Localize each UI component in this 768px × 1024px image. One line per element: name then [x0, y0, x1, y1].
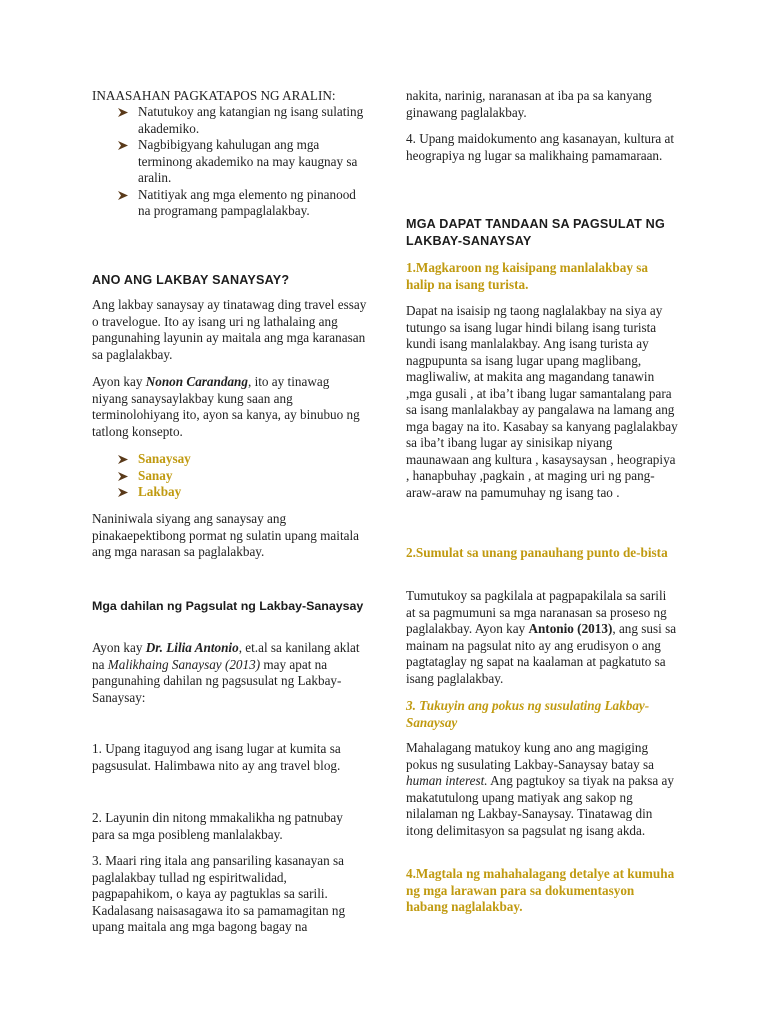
- list-item: Natitiyak ang mga elemento ng pinanood na programang pampaglalakbay.: [118, 187, 370, 220]
- author-name: Dr. Lilia Antonio: [145, 640, 239, 655]
- tip-4-title: 4.Magtala ng mahahalagang detalye at kumuha ng mga larawan para sa dokumentasyon habang naglalakbay.: [406, 866, 675, 914]
- section-title-dapat-tandaan: MGA DAPAT TANDAAN SA PAGSULAT NG LAKBAY-SANAYSAY: [406, 217, 665, 248]
- list-item: Sanay: [118, 468, 370, 485]
- list-item: Nagbibigyang kahulugan ang mga terminong akademiko na may kaugnay sa aralin.: [118, 137, 370, 187]
- tip-1-body: Dapat na isaisip ng taong naglalakbay na siya ay tutungo sa isang lugar hindi bilang isang turista kundi isang manlalakbay. Ang isang turista ay nagpupunta sa isang lugar upang maglibang, magliwaliw, at makita ang magandang tanawin ,mga gusali , at iba’t ibang lugar samantalang para sa isang manlalakbay ay pangalawa na lamang ang mga bagay na ito. Kasabay sa kanyang paglalakbay sa iba’t ibang lugar ay sinisikap niyang maunawaan ang kultura , kasaysaysan , heograpiya , hanapbuhay ,pagkain , at maging uri ng pang-araw-araw na pamumuhay ng isang tao .: [406, 303, 678, 500]
- tip-1-title: 1.Magkaroon ng kaisipang manlalakbay sa halip na isang turista.: [406, 260, 648, 292]
- tip-3-body: Mahalagang matukoy kung ano ang magiging pokus ng susulating Lakbay-Sanaysay batay sa human interest. Ang pagtukoy sa tiyak na paksa ay makatutulong upang matiyak ang sakop ng nilalaman ng Lakbay-Sanaysay. Tinatawag din itong delimitasyon sa pagsulat ng isang akda.: [406, 740, 674, 838]
- objectives-title: INAASAHAN PAGKATAPOS NG ARALIN:: [92, 88, 336, 103]
- arrow-bullet-icon: [118, 191, 128, 200]
- arrow-bullet-icon: [118, 472, 128, 481]
- section-title-dahilan: Mga dahilan ng Pagsulat ng Lakbay-Sanaysay: [92, 599, 364, 613]
- tip-2-body: Tumutukoy sa pagkilala at pagpapakilala sa sarili at sa pagmumuni sa mga naranasan sa proseso ng paglalakbay. Ayon kay Antonio (2013), ang susi sa mainam na pagsulat nito ay ang erudisyon o ang pagtataglay ng sapat na kaalaman at pagkatuto sa isang paglalakbay.: [406, 588, 677, 686]
- highlighted-term: human interest.: [406, 773, 488, 788]
- list-item: Sanaysay: [118, 451, 370, 468]
- paragraph-carandang: Ayon kay Nonon Carandang, ito ay tinawag niyang sanaysaylakbay kung saan ang terminolohiyang ito, ayon sa kanya, ay binubuo ng tatlong konsepto.: [92, 374, 360, 439]
- paragraph-format: Naniniwala siyang ang sanaysay ang pinakaepektibong pormat ng sulatin upang maitala ang mga narasan sa paglalakbay.: [92, 511, 359, 559]
- objectives-list: [118, 104, 370, 220]
- reason-1: 1. Upang itaguyod ang isang lugar at kumita sa pagsusulat. Halimbawa nito ay ang travel blog.: [92, 741, 341, 773]
- book-title: Malikhaing Sanaysay (2013): [107, 656, 261, 672]
- tip-2-title: 2.Sumulat sa unang panauhang punto de-bista: [406, 545, 668, 560]
- arrow-bullet-icon: [118, 141, 128, 150]
- concepts-list: [118, 451, 370, 501]
- author-name: Nonon Carandang: [145, 374, 248, 389]
- section-title-lakbay-sanaysay: ANO ANG LAKBAY SANAYSAY?: [92, 273, 290, 287]
- arrow-bullet-icon: [118, 108, 128, 117]
- paragraph-definition: Ang lakbay sanaysay ay tinatawag ding travel essay o travelogue. Ito ay isang uri ng lathalaing ang pangunahing layunin ay maitala ang mga karanasan sa paglalakbay.: [92, 297, 367, 362]
- author-name: Antonio (2013): [528, 621, 613, 636]
- reason-3-continuation: nakita, narinig, naranasan at iba pa sa kanyang ginawang paglalakbay.: [406, 88, 652, 120]
- paragraph-antonio: Ayon kay Dr. Lilia Antonio, et.al sa kanilang aklat na Malikhaing Sanaysay (2013) may apat na pangunahing dahilan ng pagsusulat ng Lakbay-Sanaysay:: [92, 640, 360, 705]
- arrow-bullet-icon: [118, 488, 128, 497]
- reason-2: 2. Layunin din nitong mmakalikha ng patnubay para sa mga posibleng manlalakbay.: [92, 810, 343, 842]
- arrow-bullet-icon: [118, 455, 128, 464]
- list-item: Lakbay: [118, 484, 370, 501]
- tip-3-title: 3. Tukuyin ang pokus ng susulating Lakbay-Sanaysay: [406, 698, 650, 730]
- reason-4: 4. Upang maidokumento ang kasanayan, kultura at heograpiya ng lugar sa malikhaing pamamaraan.: [406, 131, 675, 163]
- reason-3: 3. Maari ring itala ang pansariling kasanayan sa paglalakbay tullad ng espiritwalidad, pagpapahikom, o kaya ay pagtuklas sa sarili. Kadalasang naisasagawa ito sa pamamagitan ng upang maitala ang mga bagong bagay na: [92, 853, 346, 934]
- list-item: Natutukoy ang katangian ng isang sulating akademiko.: [118, 104, 370, 137]
